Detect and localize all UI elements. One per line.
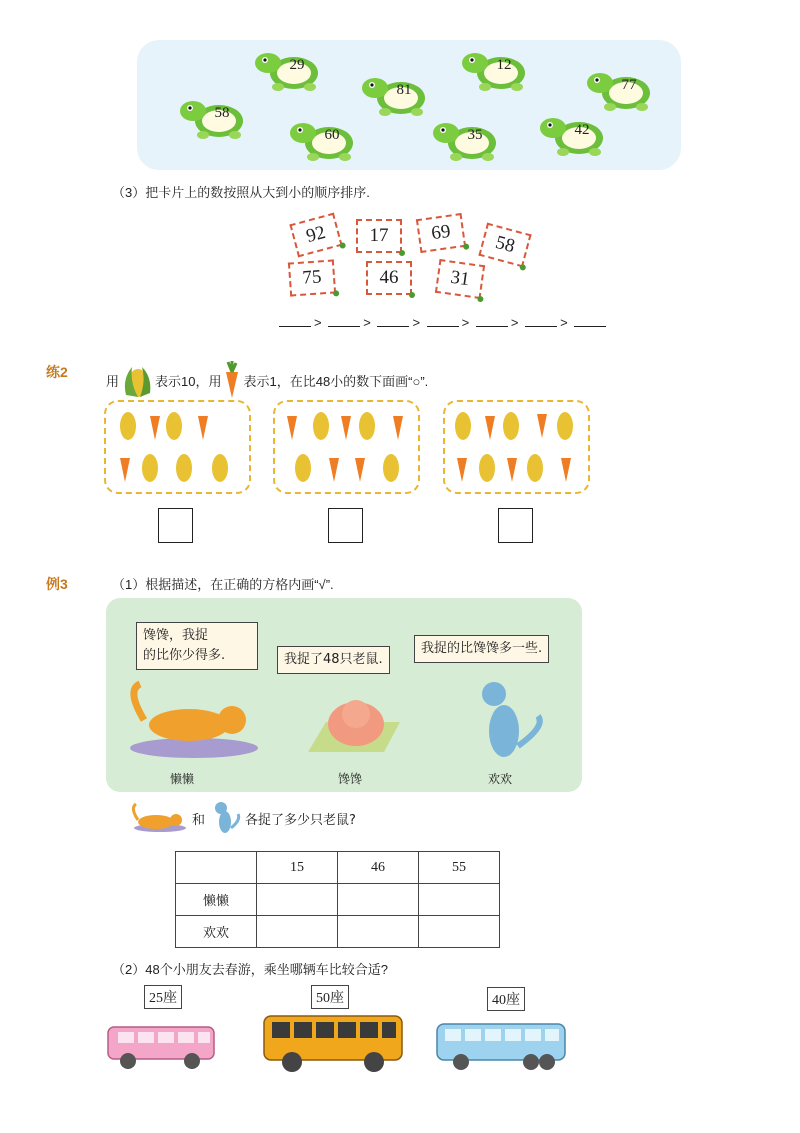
q3-label: （3）把卡片上的数按照从大到小的顺序排序.	[112, 185, 370, 200]
greater-sign: >	[510, 315, 519, 330]
turtle-number: 58	[214, 105, 230, 121]
corn-carrot-icon	[275, 402, 418, 492]
answer-blank[interactable]	[328, 314, 360, 327]
card-number: 92	[303, 221, 328, 248]
card-number: 69	[430, 220, 452, 245]
speech-bubble-huanhuan: 我捉的比馋馋多一些.	[414, 635, 549, 663]
vegetable-group	[273, 400, 420, 494]
card-number: 75	[301, 266, 323, 289]
row-label: 懒懒	[176, 884, 257, 916]
order-answer-line	[276, 314, 609, 330]
answer-checkbox[interactable]	[328, 508, 363, 543]
turtle-panel	[137, 40, 681, 170]
cat-question	[130, 800, 356, 836]
table-header-cell: 55	[419, 852, 500, 884]
cat-name: 懒懒	[170, 772, 195, 786]
number-card	[366, 261, 412, 295]
instruction-text: 表示10，用	[155, 373, 222, 389]
bubble-line: 馋馋，我捉	[143, 628, 209, 643]
yellow-bus-icon	[262, 1012, 404, 1074]
table-header-row	[176, 852, 500, 884]
blue-cat-icon	[466, 676, 556, 776]
turtle-card	[287, 115, 357, 165]
corn-carrot-icon	[445, 402, 588, 492]
number-card	[356, 219, 402, 253]
turtle-number: 60	[324, 127, 340, 143]
turtle-card	[252, 45, 322, 95]
answer-blank[interactable]	[525, 314, 557, 327]
card-number: 58	[493, 231, 518, 258]
q2-label: （2）48个小朋友去春游，乘坐哪辆车比较合适?	[112, 962, 388, 977]
orange-cat-icon	[130, 802, 186, 834]
turtle-card	[359, 70, 429, 120]
answer-cell[interactable]	[257, 916, 338, 948]
table-row	[176, 884, 500, 916]
card-number: 17	[369, 225, 389, 246]
answer-cell[interactable]	[338, 916, 419, 948]
number-card	[416, 213, 466, 253]
pink-bus-icon	[106, 1025, 216, 1071]
vegetable-group	[443, 400, 590, 494]
number-card	[478, 223, 531, 268]
corn-carrot-icon	[106, 402, 249, 492]
speech-bubble-lanlan	[136, 622, 258, 670]
answer-blank[interactable]	[377, 314, 409, 327]
speech-bubble-chanchan: 我捉了48只老鼠.	[277, 646, 390, 674]
turtle-number: 77	[621, 77, 637, 93]
bubble-line: 的比你少得多.	[143, 648, 226, 663]
row-label: 欢欢	[176, 916, 257, 948]
greater-sign: >	[412, 315, 421, 330]
blue-cat-icon	[211, 800, 241, 836]
greater-sign: >	[314, 315, 322, 330]
blue-bus-icon	[435, 1022, 567, 1074]
number-card	[288, 259, 336, 296]
answer-blank[interactable]	[476, 314, 508, 327]
orange-cat-icon	[124, 680, 264, 760]
turtle-number: 35	[467, 127, 483, 143]
pink-cat-icon	[304, 682, 404, 762]
and-text: 和	[192, 812, 206, 828]
turtle-number: 81	[396, 82, 412, 98]
example-tag: 例3	[46, 576, 68, 592]
number-card	[435, 259, 485, 299]
table-header-cell: 46	[338, 852, 419, 884]
answer-checkbox[interactable]	[158, 508, 193, 543]
turtle-card	[537, 110, 607, 160]
turtle-card	[459, 45, 529, 95]
seat-label: 50座	[311, 985, 349, 1009]
card-number: 46	[379, 267, 399, 288]
table-header-cell	[176, 852, 257, 884]
answer-cell[interactable]	[338, 884, 419, 916]
card-number: 31	[449, 266, 471, 291]
answer-cell[interactable]	[257, 884, 338, 916]
instruction-text: 用	[106, 373, 120, 389]
instruction-text: 表示1，在比48小的数下面画“○”.	[243, 373, 429, 389]
answer-table	[175, 851, 500, 948]
answer-blank[interactable]	[574, 314, 606, 327]
table-header-cell: 15	[257, 852, 338, 884]
turtle-number: 42	[574, 122, 590, 138]
answer-blank[interactable]	[279, 314, 311, 327]
turtle-number: 29	[289, 57, 305, 73]
q1-label: （1）根据描述，在正确的方格内画“√”.	[112, 577, 334, 592]
cat-name: 欢欢	[488, 772, 513, 786]
answer-cell[interactable]	[419, 884, 500, 916]
turtle-card	[177, 93, 247, 143]
carrot-icon	[222, 360, 242, 400]
answer-checkbox[interactable]	[498, 508, 533, 543]
seat-label: 25座	[144, 985, 182, 1009]
cat-name: 馋馋	[338, 772, 363, 786]
seat-label: 40座	[487, 987, 525, 1011]
answer-cell[interactable]	[419, 916, 500, 948]
greater-sign: >	[560, 315, 568, 330]
vegetable-group	[104, 400, 251, 494]
turtle-card	[430, 115, 500, 165]
turtle-card	[584, 65, 654, 115]
table-row	[176, 916, 500, 948]
number-card	[289, 213, 342, 258]
answer-blank[interactable]	[427, 314, 459, 327]
cat-panel	[106, 598, 582, 792]
greater-sign: >	[363, 315, 371, 330]
exercise-tag: 练2	[46, 364, 68, 380]
turtle-number: 12	[496, 57, 512, 73]
corn-icon	[120, 361, 154, 399]
question-text: 各捉了多少只老鼠?	[245, 812, 356, 828]
greater-sign: >	[461, 315, 470, 330]
lian2-instruction	[106, 360, 428, 400]
